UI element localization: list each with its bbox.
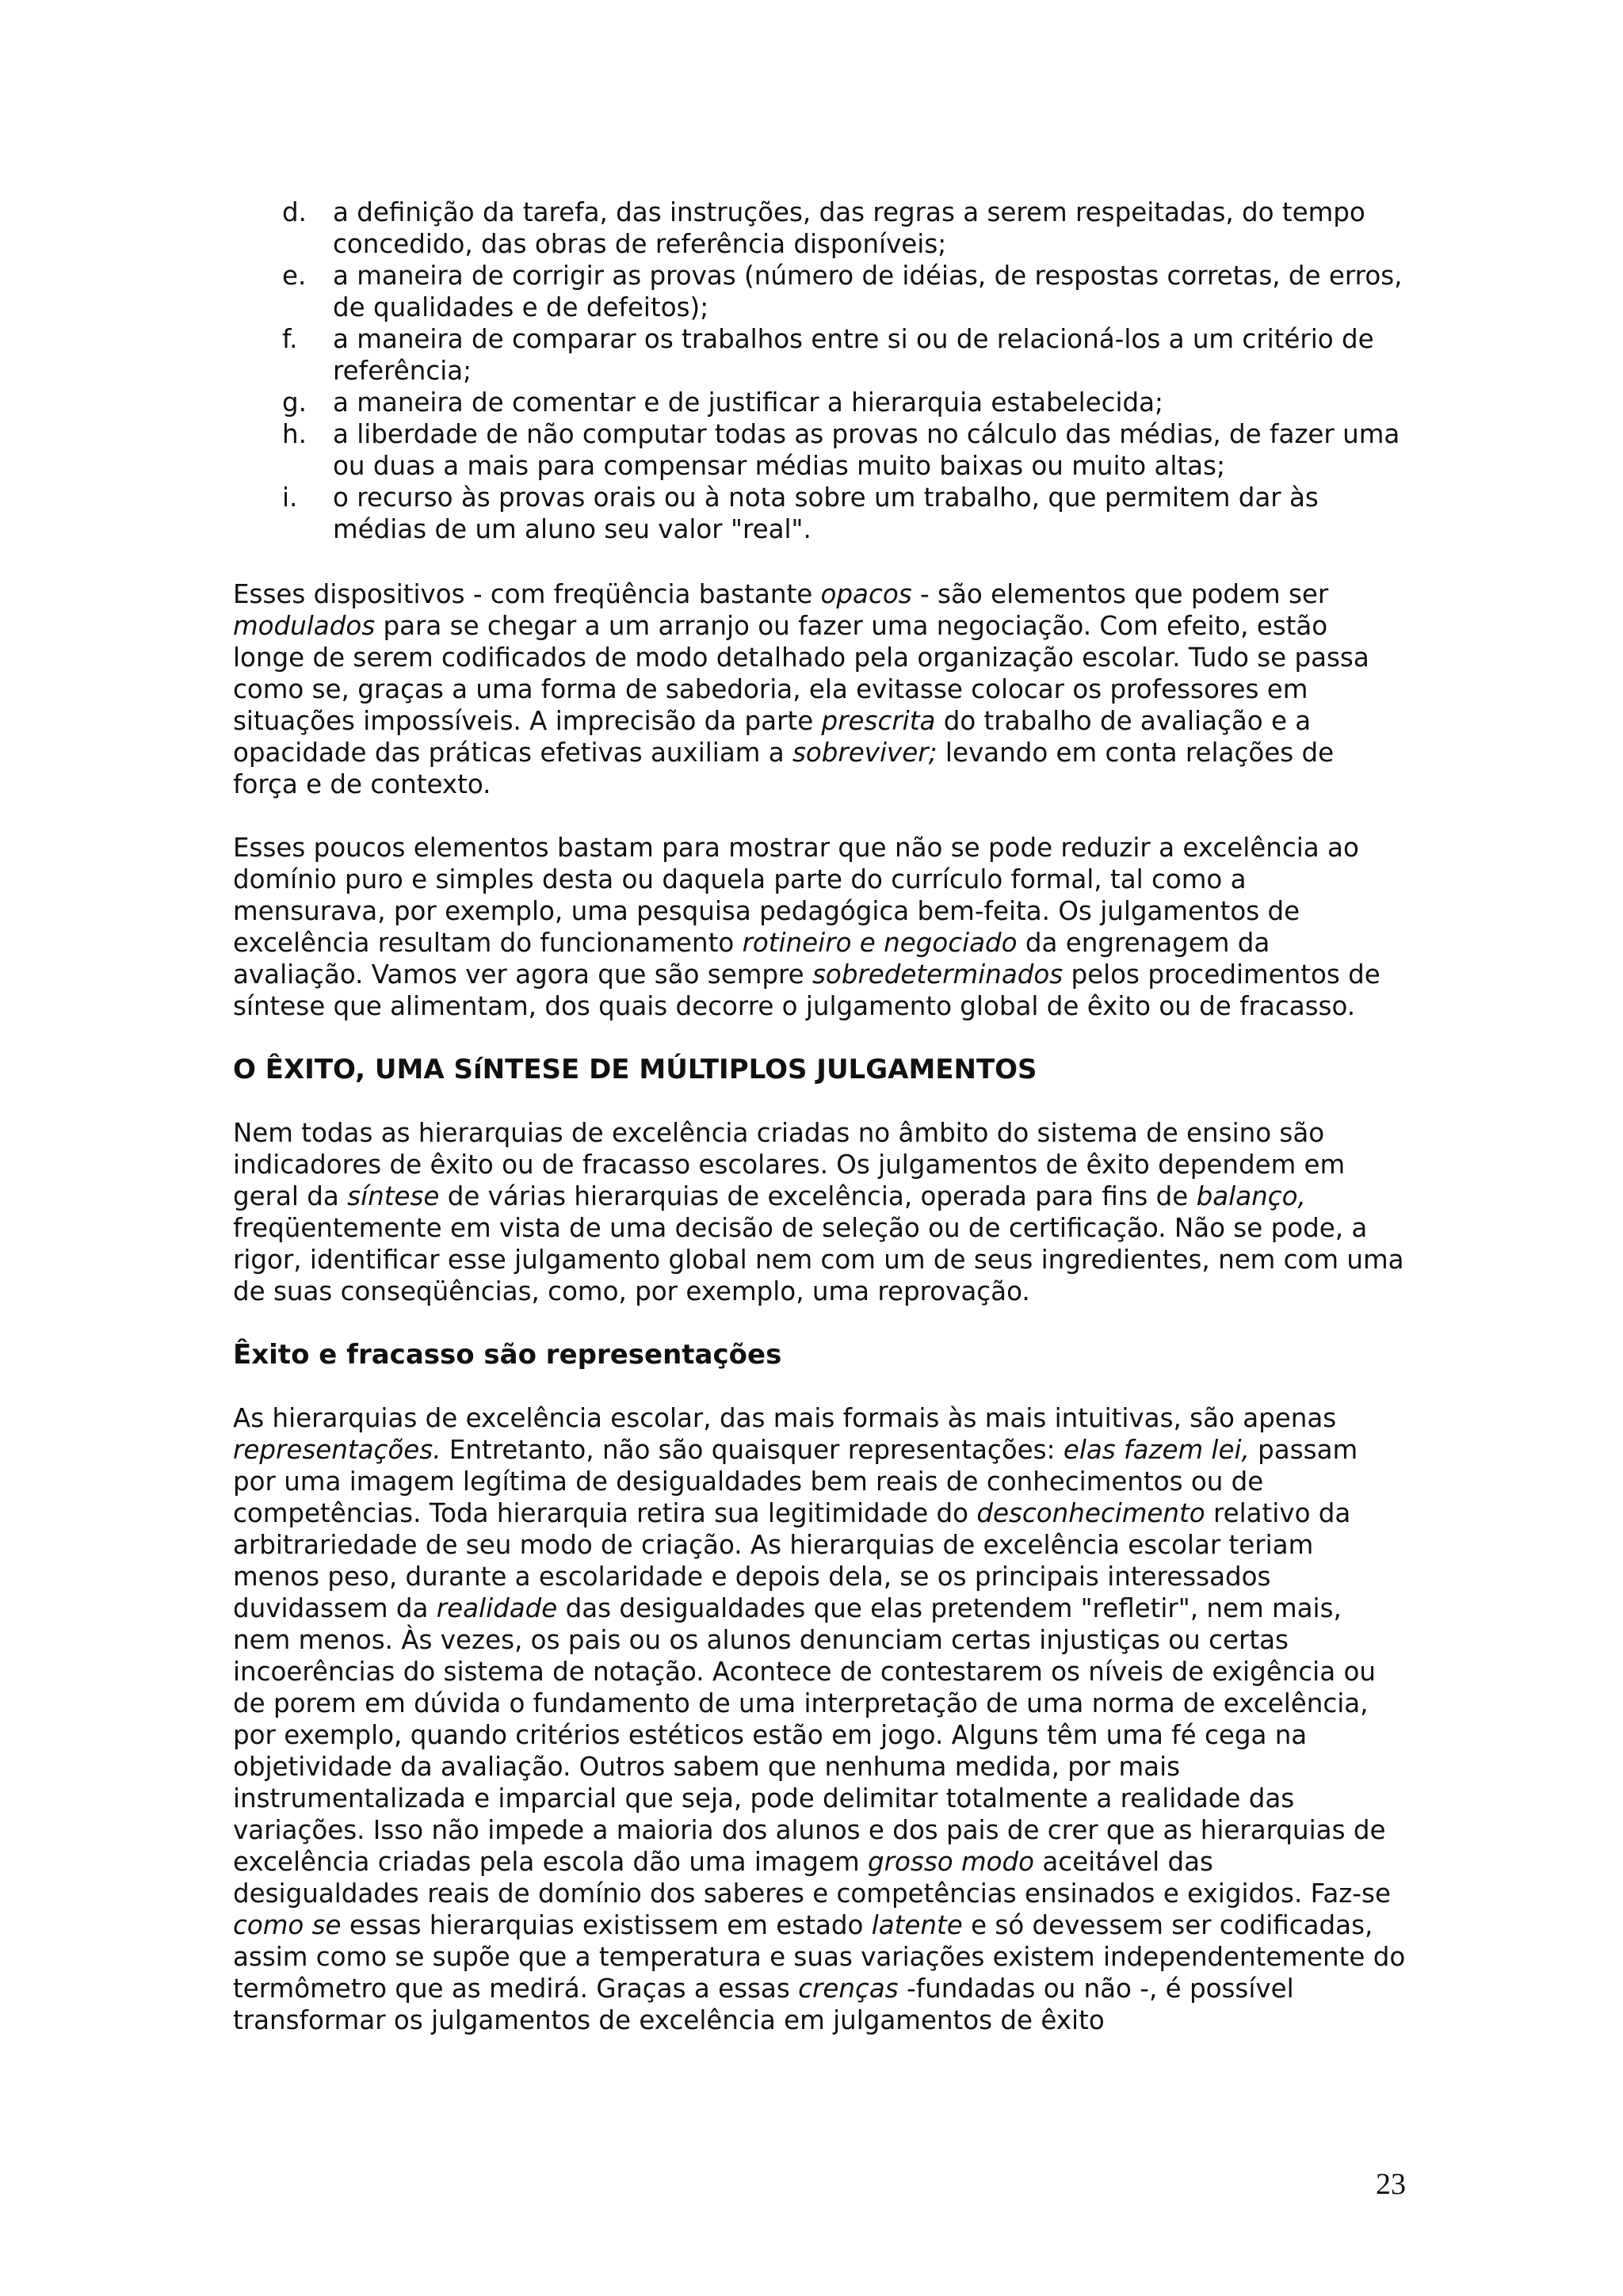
list-item-text: o recurso às provas orais ou à nota sobre um trabalho, que permitem dar às médias de um aluno seu valor "real". (333, 482, 1319, 544)
list-marker: g. (282, 387, 307, 418)
list-marker: f. (282, 324, 298, 354)
subsection-heading: Êxito e fracasso são representações (233, 1339, 782, 1371)
paragraph-hierarquias: Nem todas as hierarquias de excelência criadas no âmbito do sistema de ensino são indicadores de êxito ou de fracasso escolares. Os julgamentos de êxito dependem em geral da síntese de várias hierarquias de excelência, operada para fins de balanço, freqüentemente em vista de uma decisão de seleção ou de certificação. Não se pode, a rigor, identificar esse julgamento global nem com um de seus ingredientes, nem com uma de suas conseqüências, como, por exemplo, uma reprovação. (233, 1118, 1404, 1306)
list-item-text: a maneira de comentar e de justificar a hierarquia estabelecida; (333, 387, 1163, 418)
list-marker: h. (282, 419, 307, 449)
paragraph-representacoes: As hierarquias de excelência escolar, das mais formais às mais intuitivas, são apenas representações. Entretanto, não são quaisquer representações: elas fazem lei, passam por uma imagem legítima de desigualdades bem reais de conhecimentos ou de competências. Toda hierarquia retira sua legitimidade do desconhecimento relativo da arbitrariedade de seu modo de criação. As hierarquias de excelência escolar teriam menos peso, durante a escolaridade e depois dela, se os principais interessados duvidassem da realidade das desigualdades que elas pretendem "refletir", nem mais, nem menos. Às vezes, os pais ou os alunos denunciam certas injustiças ou certas incoerências do sistema de notação. Acontece de contestarem os níveis de exigência ou de porem em dúvida o fundamento de uma interpretação de uma norma de excelência, por exemplo, quando critérios estéticos estão em jogo. Alguns têm uma fé cega na objetividade da avaliação. Outros sabem que nenhuma medida, por mais instrumentalizada e imparcial que seja, pode delimitar totalmente a realidade das variações. Isso não impede a maioria dos alunos e dos pais de crer que as hierarquias de excelência criadas pela escola dão uma imagem grosso modo aceitável das desigualdades reais de domínio dos saberes e competências ensinados e exigidos. Faz-se como se essas hierarquias existissem em estado latente e só devessem ser codificadas, assim como se supõe que a temperatura e suas variações existem independentemente do termômetro que as medirá. Graças a essas crenças -fundadas ou não -, é possível transformar os julgamentos de excelência em julgamentos de êxito (233, 1403, 1406, 2035)
page-number: 23 (1376, 2168, 1406, 2201)
list-item (233, 260, 1406, 323)
section-heading: O ÊXITO, UMA SíNTESE DE MÚLTIPLOS JULGAMENTOS (233, 1054, 1037, 1085)
list-item (233, 323, 1406, 387)
list-item (233, 418, 1406, 482)
list-item-text: a definição da tarefa, das instruções, das regras a serem respeitadas, do tempo concedido, das obras de referência disponíveis; (333, 197, 1365, 259)
page-content (233, 196, 1406, 2036)
list-item-text: a liberdade de não computar todas as provas no cálculo das médias, de fazer uma ou duas a mais para compensar médias muito baixas ou muito altas; (333, 419, 1400, 481)
list-item (233, 387, 1406, 418)
criteria-list (233, 196, 1406, 545)
list-marker: i. (282, 482, 298, 513)
list-marker: e. (282, 261, 307, 291)
list-marker: d. (282, 197, 307, 227)
list-item-text: a maneira de comparar os trabalhos entre si ou de relacioná-los a um critério de referência; (333, 324, 1374, 386)
list-item (233, 196, 1406, 260)
paragraph-elementos: Esses poucos elementos bastam para mostrar que não se pode reduzir a excelência ao domínio puro e simples desta ou daquela parte do currículo formal, tal como a mensurava, por exemplo, uma pesquisa pedagógica bem-feita. Os julgamentos de excelência resultam do funcionamento rotineiro e negociado da engrenagem da avaliação. Vamos ver agora que são sempre sobredeterminados pelos procedimentos de síntese que alimentam, dos quais decorre o julgamento global de êxito ou de fracasso. (233, 833, 1381, 1021)
paragraph-dispositivos: Esses dispositivos - com freqüência bastante opacos - são elementos que podem ser modulados para se chegar a um arranjo ou fazer uma negociação. Com efeito, estão longe de serem codificados de modo detalhado pela organização escolar. Tudo se passa como se, graças a uma forma de sabedoria, ela evitasse colocar os professores em situações impossíveis. A imprecisão da parte prescrita do trabalho de avaliação e a opacidade das práticas efetivas auxiliam a sobreviver; levando em conta relações de força e de contexto. (233, 579, 1369, 799)
list-item (233, 482, 1406, 545)
list-item-text: a maneira de corrigir as provas (número de idéias, de respostas corretas, de erros, de qualidades e de defeitos); (333, 261, 1403, 322)
